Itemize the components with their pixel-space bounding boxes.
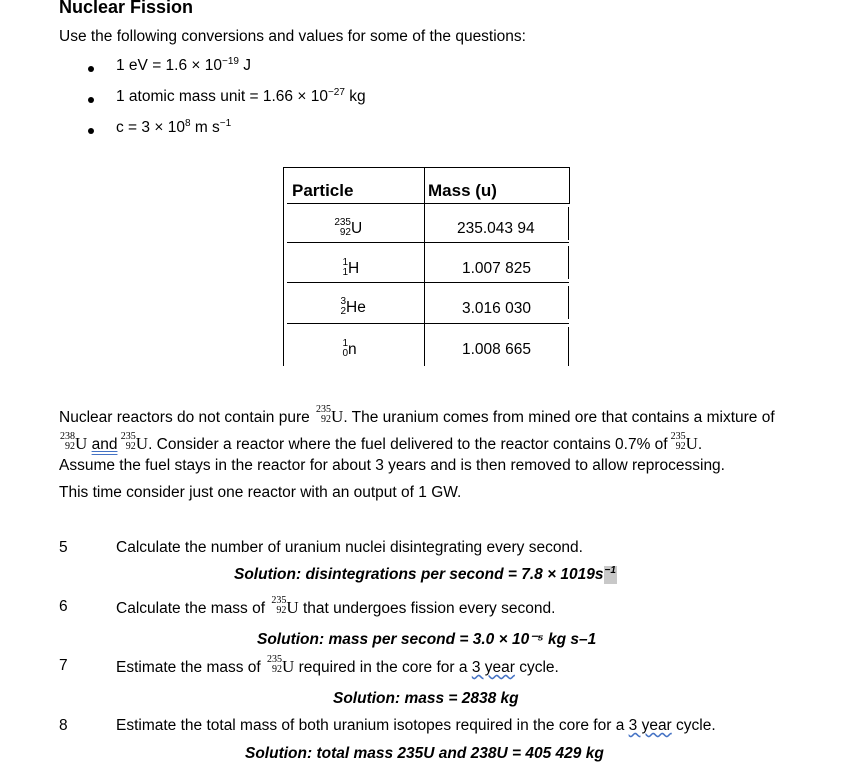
mass-table: [283, 167, 570, 366]
mass-he3: 3.016 030: [462, 300, 531, 317]
paragraph-line-1: Nuclear reactors do not contain pure 235 92 U. The uranium comes from mined ore that contains a mixture of: [59, 404, 775, 426]
paragraph-line-3: Assume the fuel stays in the reactor for about 3 years and is then removed to allow reprocessing.: [59, 457, 725, 474]
question-text: Estimate the total mass of both uranium isotopes required in the core for a 3 year cycle.: [116, 717, 716, 734]
question-text: Calculate the number of uranium nuclei disintegrating every second.: [116, 539, 583, 556]
mass-h1: 1.007 825: [462, 260, 531, 277]
particle-h1: 1 1 H: [342, 257, 360, 278]
question-number: 5: [59, 539, 68, 556]
solution-text: Solution: mass per second = 3.0 × 10⁻⁵ kg s–1: [257, 631, 597, 648]
particle-he3: 3 2 He: [340, 296, 366, 317]
bullet-icon: [88, 66, 94, 72]
conversion-ev: 1 eV = $1.6 \times 10^{-19}$ J: [116, 55, 252, 74]
solution-text: Solution: mass = 2838 kg: [333, 690, 519, 707]
intro-text: Use the following conversions and values for some of the questions:: [59, 28, 526, 45]
particle-u235: 235 92 U: [334, 217, 363, 238]
header-mass: Mass (u): [428, 181, 497, 200]
bullet-icon: [88, 97, 94, 103]
question-text: Calculate the mass of 235 92 U that undergoes fission every second.: [116, 595, 556, 617]
paragraph-line-4: This time consider just one reactor with an output of 1 GW.: [59, 484, 462, 501]
question-number: 8: [59, 717, 68, 734]
conversion-amu: 1 atomic mass unit = $1.66 \times 10^{-27}$ kg: [116, 86, 366, 105]
page-title: Nuclear Fission: [59, 0, 194, 17]
particle-n: 1 0 n: [342, 338, 357, 359]
question-number: 6: [59, 598, 68, 615]
question-number: 7: [59, 657, 68, 674]
mass-u235: 235.043 94: [457, 220, 535, 237]
question-text: Estimate the mass of 235 92 U required in the core for a 3 year cycle.: [116, 654, 559, 676]
mass-n: 1.008 665: [462, 341, 531, 358]
conversion-c: $c = 3 \times 10^8$ m $s^{-1}$: [116, 117, 232, 136]
bullet-icon: [88, 128, 94, 134]
paragraph-line-2: 238 92 U and 235 92 U. Consider a reactor where the fuel delivered to the reactor contains 0.7% of 235 92 U.: [60, 431, 703, 453]
solution-text: Solution: total mass 235U and 238U = 405 429 kg: [245, 745, 604, 762]
header-particle: Particle: [292, 181, 354, 200]
solution-text: Solution: disintegrations per second = $7.8 \times 1019s^{-1}$: [234, 564, 616, 583]
